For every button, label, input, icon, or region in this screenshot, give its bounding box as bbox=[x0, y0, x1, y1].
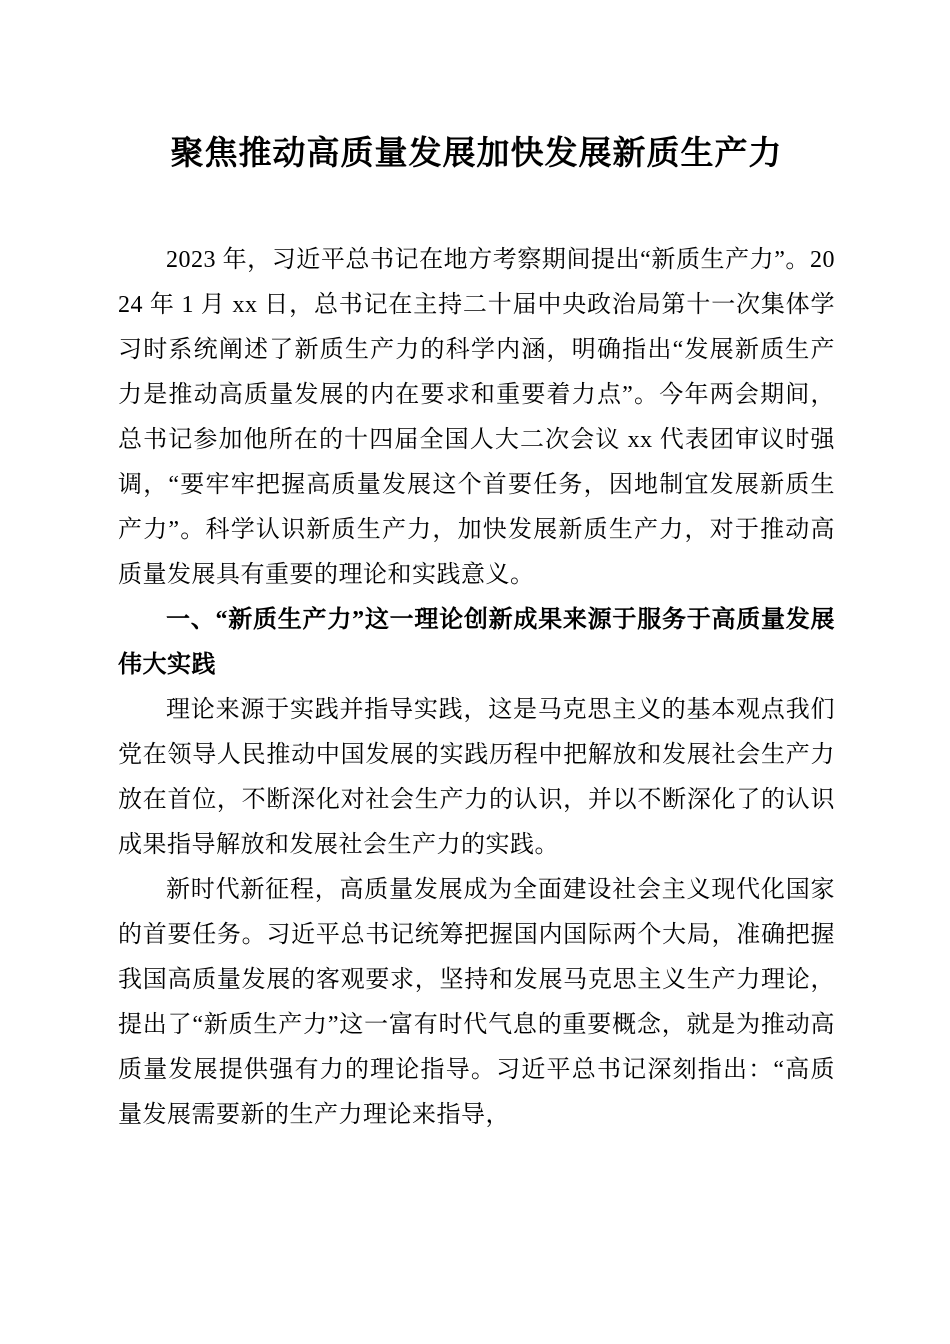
paragraph-intro: 2023 年，习近平总书记在地方考察期间提出“新质生产力”。2024 年 1 月 xx 日，总书记在主持二十届中央政治局第十一次集体学习时系统阐述了新质生产力的科学内涵，明确指出“发展新质生产力是推动高质量发展的内在要求和重要着力点”。今年两会期间，总书记参加他所在的十四届全国人大二次会议 xx 代表团审议时强调，“要牢牢把握高质量发展这个首要任务，因地制宜发展新质生产力”。科学认识新质生产力，加快发展新质生产力，对于推动高质量发展具有重要的理论和实践意义。 bbox=[118, 247, 835, 588]
section-heading-1: 一、“新质生产力”这一理论创新成果来源于服务于高质量发展伟大实践 bbox=[118, 607, 835, 678]
paragraph-new-era: 新时代新征程，高质量发展成为全面建设社会主义现代化国家的首要任务。习近平总书记统筹把握国内国际两个大局，准确把握我国高质量发展的客观要求，坚持和发展马克思主义生产力理论，提出了“新质生产力”这一富有时代气息的重要概念，就是为推动高质量发展提供强有力的理论指导。习近平总书记深刻指出：“高质量发展需要新的生产力理论来指导， bbox=[118, 877, 835, 1128]
document-title: 聚焦推动高质量发展加快发展新质生产力 bbox=[170, 136, 783, 172]
paragraph-theory-practice: 理论来源于实践并指导实践，这是马克思主义的基本观点我们党在领导人民推动中国发展的实践历程中把解放和发展社会生产力放在首位，不断深化对社会生产力的认识，并以不断深化了的认识成果指导解放和发展社会生产力的实践。 bbox=[118, 697, 835, 858]
